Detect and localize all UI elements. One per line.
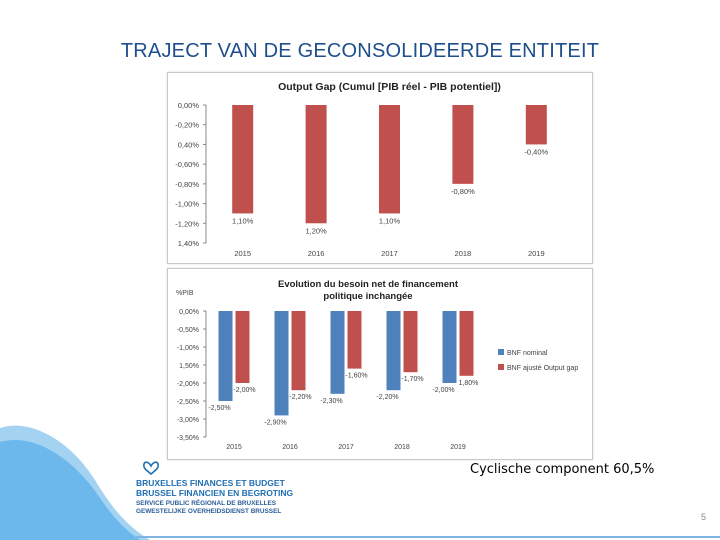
organization-logo: [136, 478, 293, 516]
x-tick-label-2018: 2018: [454, 249, 472, 258]
y-tick-label: -2,50%: [176, 399, 199, 406]
chart-title: Output Gap (Cumul [PIB réel - PIB potentiel]): [278, 81, 501, 93]
y-tick-label: -0,20%: [175, 120, 199, 130]
y-tick-label: -3,50%: [176, 435, 199, 442]
bar-bnf-nominal-2018: [387, 311, 401, 390]
financing-need-chart: [167, 268, 593, 460]
bar-output-gap-2018: [452, 105, 473, 184]
y-tick-label: 0,00%: [179, 309, 199, 316]
y-tick-label: -1,20%: [175, 219, 199, 229]
bar-output-gap-2015: [232, 105, 253, 213]
cyclical-component-caption: Cyclische component 60,5%: [470, 462, 655, 477]
data-label-nominal-2017: -2,30%: [320, 397, 343, 405]
y-tick-label: -1,00%: [175, 199, 199, 209]
bar-bnf-nominal-2016: [275, 311, 289, 415]
bar-bnf-nominal-2019: [443, 311, 457, 383]
page-number: 5: [700, 512, 706, 522]
data-label-nominal-2018: -2,20%: [376, 394, 399, 402]
bar-bnf-nominal-2015: [219, 311, 233, 401]
legend-label-adjusted: BNF ajusté Output gap: [507, 365, 579, 372]
logo-line-3: SERVICE PUBLIC RÉGIONAL DE BRUXELLES: [136, 500, 277, 507]
x-tick-label-2015: 2015: [226, 444, 242, 451]
chart-title-line: Evolution du besoin net de financement: [278, 279, 458, 290]
data-label-adjusted-2015: -2,00%: [233, 387, 256, 394]
y-tick-label: -0,50%: [176, 327, 199, 334]
bar-bnf-adjusted-2015: [236, 311, 250, 383]
slide-title: TRAJECT VAN DE GECONSOLIDEERDE ENTITEIT: [120, 40, 600, 62]
x-tick-label-2019: 2019: [527, 249, 545, 258]
data-label-2018: -0,80%: [451, 186, 475, 196]
financing-need-chart-svg: [168, 269, 592, 459]
bar-output-gap-2016: [306, 105, 327, 223]
data-label-nominal-2016: -2,90%: [264, 419, 287, 427]
footer-rule: [136, 536, 720, 538]
data-label-2016: 1,20%: [305, 226, 327, 236]
logo-line-1: BRUXELLES FINANCES ET BUDGET: [136, 478, 285, 488]
legend-swatch-nominal: [498, 349, 504, 355]
chart-title-line: politique inchangée: [323, 291, 413, 302]
bar-bnf-adjusted-2019: [460, 311, 474, 376]
data-label-adjusted-2016: -2,20%: [289, 394, 312, 402]
y-axis-title: %PIB: [176, 290, 194, 297]
data-label-adjusted-2017: -1,60%: [345, 372, 368, 380]
y-tick-label: 1,50%: [179, 363, 199, 370]
data-label-adjusted-2018: -1,70%: [401, 376, 424, 384]
legend-label-nominal: BNF nominal: [507, 350, 548, 357]
data-label-2017: 1,10%: [378, 216, 401, 226]
data-label-nominal-2015: -2,50%: [208, 405, 231, 412]
y-tick-label: 0,40%: [177, 140, 199, 150]
bar-bnf-nominal-2017: [331, 311, 345, 394]
x-tick-label-2017: 2017: [338, 444, 354, 451]
x-tick-label-2018: 2018: [394, 444, 410, 451]
y-tick-label: -2,00%: [176, 381, 199, 388]
y-tick-label: -0,60%: [175, 160, 199, 170]
data-label-nominal-2019: -2,00%: [432, 387, 455, 394]
output-gap-chart: [167, 72, 593, 264]
decorative-swoosh: [0, 420, 150, 540]
y-tick-label: -3,00%: [176, 417, 199, 424]
output-gap-chart-svg: [168, 73, 592, 263]
x-tick-label-2016: 2016: [282, 444, 298, 451]
data-label-2019: -0,40%: [524, 147, 549, 157]
x-tick-label-2017: 2017: [381, 249, 398, 258]
bar-output-gap-2017: [379, 105, 400, 213]
y-tick-label: -1,00%: [176, 345, 199, 352]
x-tick-label-2019: 2019: [450, 444, 466, 451]
y-tick-label: -0,80%: [175, 179, 199, 189]
y-tick-label: 1,40%: [177, 239, 199, 248]
iris-flower-icon: [140, 460, 162, 476]
bar-output-gap-2019: [526, 105, 547, 144]
data-label-adjusted-2019: 1,80%: [458, 379, 479, 387]
logo-line-2: BRUSSEL FINANCIEN EN BEGROTING: [136, 488, 294, 498]
logo-line-4: GEWESTELIJKE OVERHEIDSDIENST BRUSSEL: [136, 508, 282, 515]
y-tick-label: 0,00%: [177, 101, 199, 110]
bar-bnf-adjusted-2016: [292, 311, 306, 390]
data-label-2015: 1,10%: [232, 216, 254, 226]
bar-bnf-adjusted-2018: [404, 311, 418, 372]
x-tick-label-2016: 2016: [307, 249, 325, 258]
x-tick-label-2015: 2015: [234, 249, 252, 258]
legend-swatch-adjusted: [498, 364, 504, 370]
bar-bnf-adjusted-2017: [348, 311, 362, 369]
